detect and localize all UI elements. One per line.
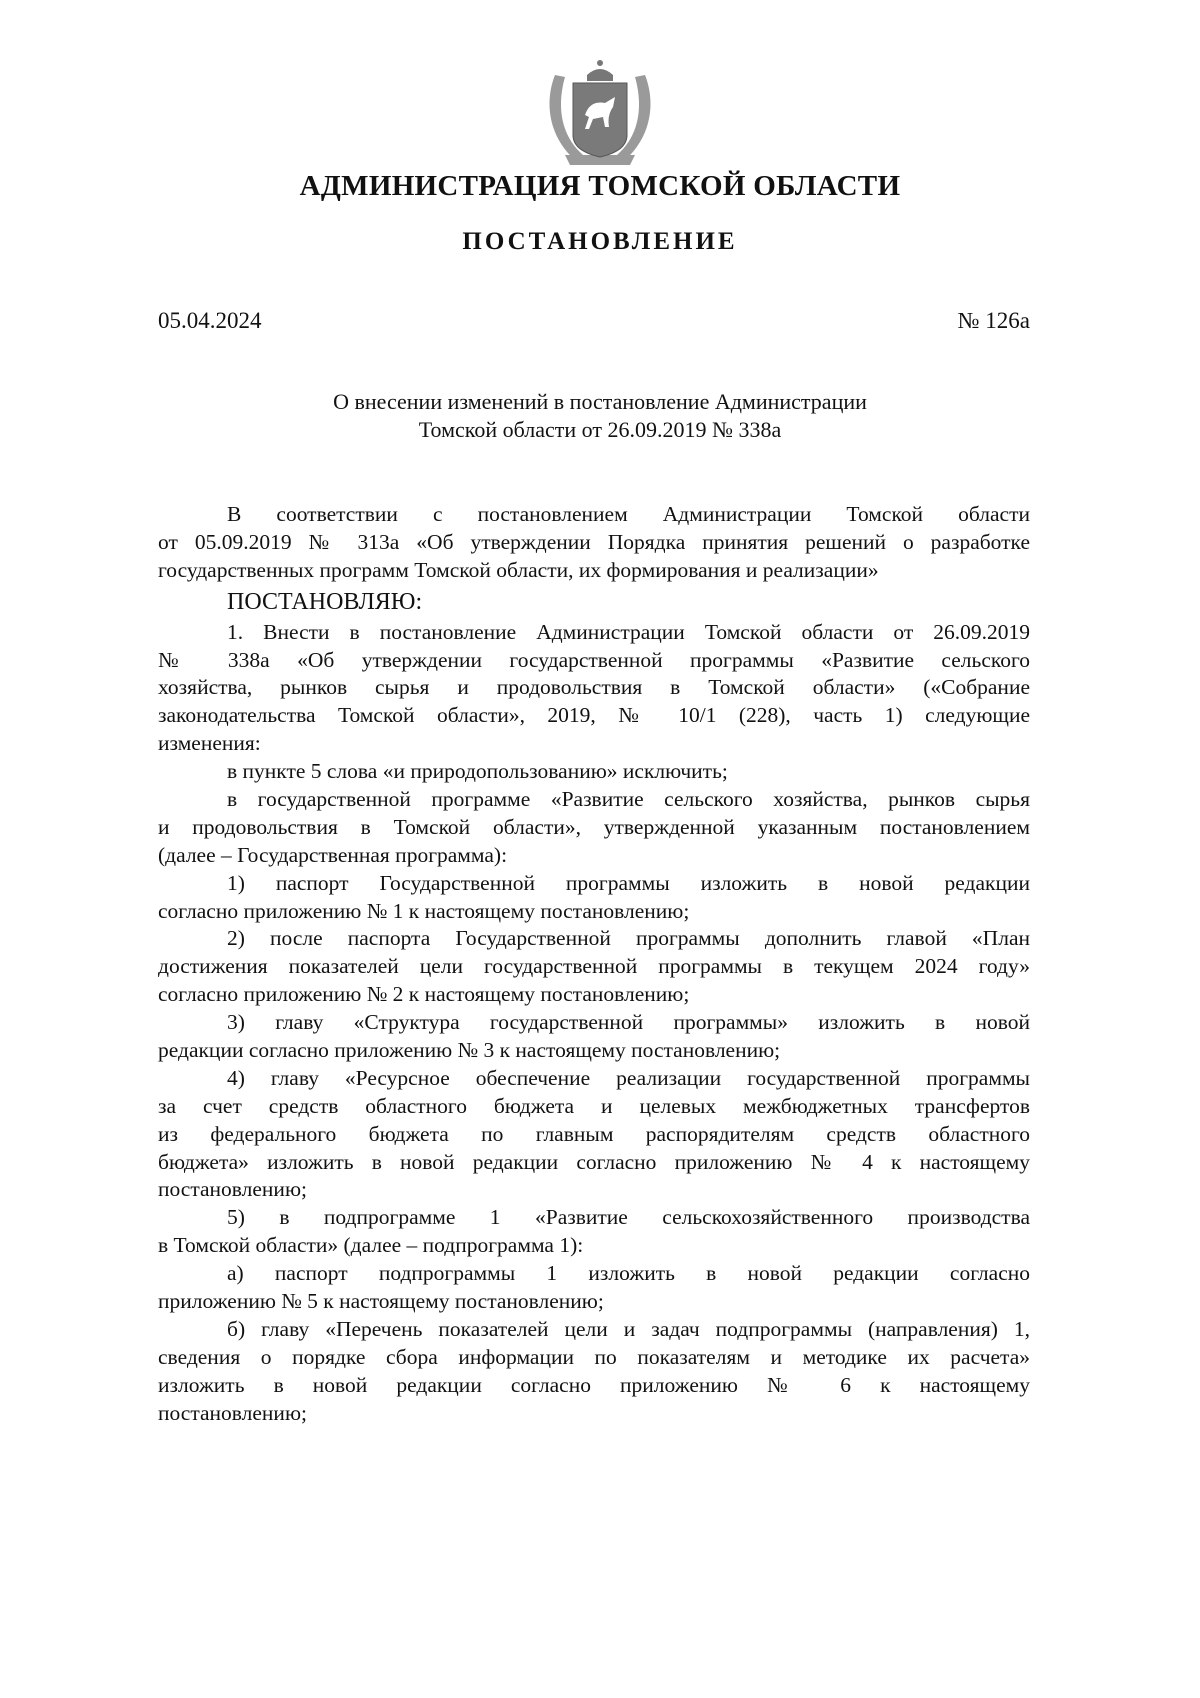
paragraph	[158, 786, 1030, 870]
paragraph	[158, 619, 1030, 758]
paragraph	[158, 1316, 1030, 1428]
document-subject	[0, 388, 1200, 444]
paragraph-line: из федерального бюджета по главным распорядителям средств областного	[158, 1121, 1030, 1146]
paragraph-line: и продовольствия в Томской области», утвержденной указанным постановлением	[158, 814, 1030, 839]
paragraph	[158, 925, 1030, 1009]
paragraph-line: 1. Внести в постановление Администрации Томской области от 26.09.2019	[227, 619, 1030, 644]
paragraph-line: сведения о порядке сбора информации по показателям и методике их расчета»	[158, 1344, 1030, 1369]
paragraph-line: постановлению;	[158, 1177, 307, 1202]
paragraph-line: в государственной программе «Развитие сельского хозяйства, рынков сырья	[227, 787, 1030, 812]
paragraph-line: б) главу «Перечень показателей цели и задач подпрограммы (направления) 1,	[227, 1316, 1030, 1341]
paragraph-line: а) паспорт подпрограммы 1 изложить в новой редакции согласно	[227, 1261, 1030, 1286]
document-type: ПОСТАНОВЛЕНИЕ	[462, 228, 738, 255]
paragraph	[158, 1009, 1030, 1065]
paragraph-line: постановлению;	[158, 1400, 307, 1425]
paragraph-line: хозяйства, рынков сырья и продовольствия в Томской области» («Собрание	[158, 675, 1030, 700]
paragraph-line: 4) главу «Ресурсное обеспечение реализации государственной программы	[227, 1065, 1030, 1090]
paragraph-line: достижения показателей цели государственной программы в текущем 2024 году»	[158, 954, 1030, 979]
paragraph	[158, 585, 1030, 619]
paragraph	[158, 758, 1030, 786]
paragraph-line: в Томской области» (далее – подпрограмма 1):	[158, 1233, 584, 1258]
paragraph	[158, 870, 1030, 926]
document-date: 05.04.2024	[158, 308, 262, 333]
paragraph	[158, 1065, 1030, 1204]
document-body	[158, 501, 1030, 1428]
paragraph	[158, 1204, 1030, 1260]
paragraph	[158, 1260, 1030, 1316]
paragraph-line: в пункте 5 слова «и природопользованию» исключить;	[227, 759, 728, 784]
paragraph-line: № 338а «Об утверждении государственной программы «Развитие сельского	[158, 647, 1030, 672]
paragraph-line: редакции согласно приложению № 3 к настоящему постановлению;	[158, 1038, 781, 1063]
paragraph-line: бюджета» изложить в новой редакции согласно приложению № 4 к настоящему	[158, 1149, 1030, 1174]
paragraph-line: 1) паспорт Государственной программы изложить в новой редакции	[227, 870, 1030, 895]
paragraph-line: приложению № 5 к настоящему постановлению;	[158, 1289, 604, 1314]
paragraph-line: согласно приложению № 1 к настоящему постановлению;	[158, 898, 690, 923]
paragraph-line: за счет средств областного бюджета и целевых межбюджетных трансфертов	[158, 1093, 1030, 1118]
paragraph-line: государственных программ Томской области, их формирования и реализации»	[158, 557, 879, 582]
paragraph	[158, 501, 1030, 585]
subject-line: Томской области от 26.09.2019 № 338а	[418, 417, 782, 442]
coat-of-arms-emblem	[535, 55, 665, 170]
paragraph-line: (далее – Государственная программа):	[158, 842, 508, 867]
paragraph-line: законодательства Томской области», 2019, № 10/1 (228), часть 1) следующие	[158, 703, 1030, 728]
paragraph-line: 3) главу «Структура государственной программы» изложить в новой	[227, 1010, 1030, 1035]
document-number: № 126а	[957, 308, 1030, 333]
paragraph-line: В соответствии с постановлением Администрации Томской области	[227, 502, 1030, 526]
paragraph-line: согласно приложению № 2 к настоящему постановлению;	[158, 982, 690, 1007]
paragraph-line: изложить в новой редакции согласно приложению № 6 к настоящему	[158, 1372, 1030, 1397]
paragraph-line: 5) в подпрограмме 1 «Развитие сельскохозяйственного производства	[227, 1205, 1030, 1230]
paragraph-line: ПОСТАНОВЛЯЮ:	[227, 588, 423, 615]
paragraph-line: от 05.09.2019 № 313а «Об утверждении Порядка принятия решений о разработке	[158, 529, 1030, 554]
organization-title: АДМИНИСТРАЦИЯ ТОМСКОЙ ОБЛАСТИ	[299, 170, 901, 202]
paragraph-line: изменения:	[158, 731, 261, 756]
subject-line: О внесении изменений в постановление Администрации	[333, 389, 867, 414]
paragraph-line: 2) после паспорта Государственной программы дополнить главой «План	[227, 926, 1030, 951]
